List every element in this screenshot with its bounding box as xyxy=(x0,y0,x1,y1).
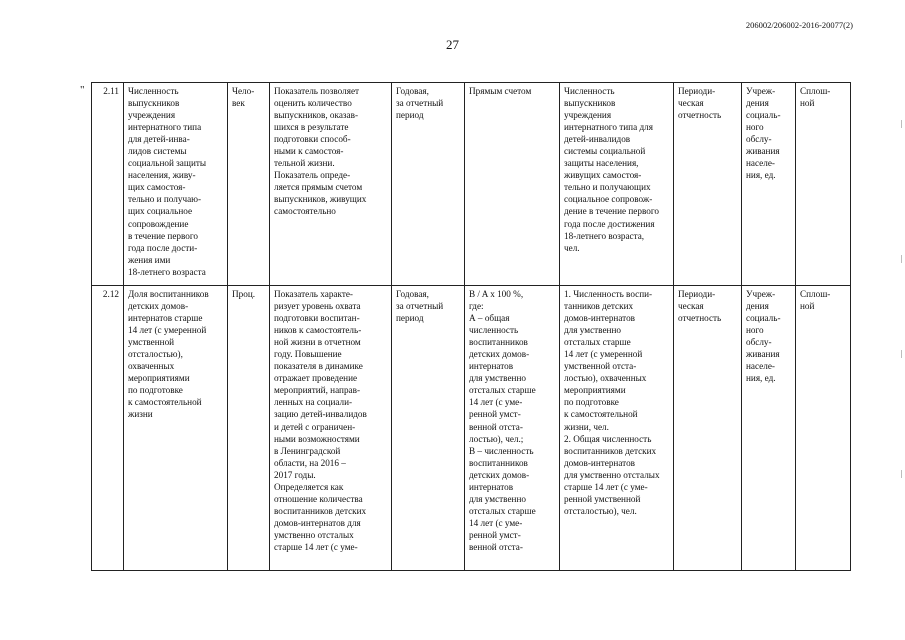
cell-text-line: живания xyxy=(746,146,780,157)
unit-cell xyxy=(228,286,270,571)
coverage-cell xyxy=(796,83,851,286)
cell-text-line: мероприятиями xyxy=(128,373,190,384)
basic-indicators-cell xyxy=(560,83,674,286)
cell-text-line: А – общая xyxy=(469,313,510,324)
cell-text-line: лостью), чел.; xyxy=(469,433,524,444)
row-number: 2.11 xyxy=(92,83,124,286)
cell-text-line: мероприятиями xyxy=(564,385,626,396)
cell-text-line: Периоди- xyxy=(678,86,716,96)
cell-text-line: в течение первого xyxy=(128,230,198,241)
cell-text-line: ного xyxy=(746,325,764,336)
cell-text-line: обслу- xyxy=(746,134,772,145)
cell-text-line: ния, ед. xyxy=(746,170,776,181)
cell-text-line: тельной жизни. xyxy=(274,158,335,169)
cell-text-line: тельно и получаю- xyxy=(128,194,202,205)
cell-text-line: отчетность xyxy=(678,110,722,121)
cell-text-line: защиты населения, xyxy=(564,158,639,169)
cell-text-line: щих социальное xyxy=(128,206,193,217)
observation-unit-cell xyxy=(742,83,796,286)
cell-text-line: для умственно xyxy=(564,325,621,336)
cell-text-line: выпускников xyxy=(128,98,180,109)
cell-text-line: населе- xyxy=(746,361,775,372)
cell-text-line: детских домов- xyxy=(469,349,530,360)
cell-text-line: B / A x 100 %, xyxy=(469,289,524,299)
cell-text-line: обслу- xyxy=(746,337,772,348)
cell-text-line: В – численность xyxy=(469,445,534,456)
cell-text-line: домов-интернатов для xyxy=(274,517,361,528)
cell-text-line: Годовая, xyxy=(396,289,429,299)
cell-text-line: ляется прямым счетом xyxy=(274,182,363,193)
cell-text-line: ной xyxy=(800,98,815,109)
cell-text-line: домов-интернатов xyxy=(564,313,636,324)
cell-text-line: детских домов- xyxy=(469,469,530,480)
cell-text-line: для умственно xyxy=(469,373,526,384)
cell-text-line: живания xyxy=(746,349,780,360)
cell-text-line: умственной отста- xyxy=(564,361,637,372)
cell-text-line: для умственно отсталых xyxy=(564,469,660,480)
cell-text-line: к самостоятельной xyxy=(564,409,638,420)
cell-text-line: 18-летнего возраста, xyxy=(564,230,645,241)
cell-text-line: социальной защиты xyxy=(128,158,207,169)
cell-text-line: 1. Численность воспи- xyxy=(564,289,653,299)
cell-text-line: дения xyxy=(746,301,769,312)
cell-text-line: подготовки воспитан- xyxy=(274,313,360,324)
scan-edge-mark xyxy=(901,120,902,128)
cell-text-line: Показатель характе- xyxy=(274,289,353,299)
method-cell xyxy=(465,83,560,286)
cell-text-line: Сплош- xyxy=(800,86,831,96)
cell-text-line: отсталых старше xyxy=(469,505,536,516)
cell-text-line: мероприятий, направ- xyxy=(274,385,361,396)
cell-text-line: по подготовке xyxy=(128,385,183,396)
cell-text-line: 14 лет (с уме- xyxy=(469,397,523,408)
cell-text-line: Прямым счетом xyxy=(469,86,532,96)
cell-text-line: ленных на социали- xyxy=(274,397,353,408)
scan-edge-mark xyxy=(901,350,902,358)
cell-text-line: лидов системы xyxy=(128,146,187,157)
cell-text-line: интернатов xyxy=(469,361,514,372)
cell-text-line: Чело- xyxy=(232,86,255,96)
page-number: 27 xyxy=(446,37,459,52)
cell-text-line: ческая xyxy=(678,301,704,312)
cell-text-line: системы социальной xyxy=(564,146,646,157)
cell-text-line: учреждения xyxy=(564,110,612,121)
cell-text-line: по подготовке xyxy=(564,397,619,408)
unit-cell xyxy=(228,83,270,286)
cell-text-line: для умственно xyxy=(469,493,526,504)
indicator-name xyxy=(124,83,228,286)
cell-text-line: отсталостью), xyxy=(128,349,183,360)
cell-text-line: ников к самостоятель- xyxy=(274,325,362,336)
cell-text-line: лостью), охваченных xyxy=(564,373,647,384)
cell-text-line: Определяется как xyxy=(274,481,344,492)
cell-text-line: умственной xyxy=(128,337,175,348)
cell-text-line: выпускников, оказав- xyxy=(274,110,359,121)
cell-text-line: Учреж- xyxy=(746,86,776,96)
indicator-name xyxy=(124,286,228,571)
cell-text-line: за отчетный xyxy=(396,98,444,109)
cell-text-line: выпускников, живущих xyxy=(274,194,367,205)
cell-text-line: ренной умственной xyxy=(564,493,641,504)
cell-text-line: дение в течение первого xyxy=(564,206,659,217)
cell-text-line: ной жизни в отчетном xyxy=(274,337,361,348)
cell-text-line: отражает проведение xyxy=(274,373,358,384)
cell-text-line: ческая xyxy=(678,98,704,109)
cell-text-line: подготовки способ- xyxy=(274,134,351,145)
cell-text-line: живущих самостоя- xyxy=(564,170,642,181)
table-row xyxy=(92,83,851,286)
quote-mark: " xyxy=(80,84,85,96)
cell-text-line: жизни, чел. xyxy=(564,421,609,432)
cell-text-line: чел. xyxy=(564,242,580,253)
cell-text-line: населения, живу- xyxy=(128,170,196,181)
cell-text-line: населе- xyxy=(746,158,775,169)
cell-text-line: численность xyxy=(469,325,519,336)
indicators-table xyxy=(91,82,851,571)
method-cell xyxy=(465,286,560,571)
cell-text-line: 14 лет (с уме- xyxy=(469,517,523,528)
cell-text-line: отсталостью), чел. xyxy=(564,505,637,516)
cell-text-line: где: xyxy=(469,301,484,312)
period-cell xyxy=(392,286,465,571)
cell-text-line: оценить количество xyxy=(274,98,352,109)
cell-text-line: танников детских xyxy=(564,301,634,312)
cell-text-line: детей-инвалидов xyxy=(564,134,631,145)
cell-text-line: Показатель позволяет xyxy=(274,86,360,96)
cell-text-line: охваченных xyxy=(128,361,175,372)
frequency-cell xyxy=(674,83,742,286)
cell-text-line: и детей с ограничен- xyxy=(274,421,356,432)
cell-text-line: Доля воспитанников xyxy=(128,289,209,299)
table-row xyxy=(92,286,851,571)
cell-text-line: Учреж- xyxy=(746,289,776,299)
cell-text-line: ризует уровень охвата xyxy=(274,301,361,312)
cell-text-line: период xyxy=(396,313,424,324)
cell-text-line: венной отста- xyxy=(469,541,523,552)
cell-text-line: ния, ед. xyxy=(746,373,776,384)
cell-text-line: Численность xyxy=(564,86,615,96)
cell-text-line: ренной умст- xyxy=(469,529,521,540)
scan-edge-mark xyxy=(901,255,902,263)
cell-text-line: учреждения xyxy=(128,110,176,121)
cell-text-line: Годовая, xyxy=(396,86,429,96)
cell-text-line: к самостоятельной xyxy=(128,397,202,408)
cell-text-line: Проц. xyxy=(232,289,256,299)
cell-text-line: ной xyxy=(800,301,815,312)
cell-text-line: году. Повышение xyxy=(274,349,342,360)
cell-text-line: ными возможностями xyxy=(274,433,360,444)
cell-text-line: зацию детей-инвалидов xyxy=(274,409,367,420)
cell-text-line: жения ими xyxy=(128,254,171,265)
cell-text-line: воспитанников детских xyxy=(564,445,657,456)
cell-text-line: умственно отсталых xyxy=(274,529,354,540)
cell-text-line: Периоди- xyxy=(678,289,716,299)
description-cell xyxy=(270,83,392,286)
cell-text-line: для детей-инва- xyxy=(128,134,190,145)
cell-text-line: показателя в динамике xyxy=(274,361,363,372)
cell-text-line: жизни xyxy=(128,409,153,420)
cell-text-line: отчетность xyxy=(678,313,722,324)
cell-text-line: 14 лет (с умеренной xyxy=(564,349,643,360)
cell-text-line: года после достижения xyxy=(564,218,655,229)
cell-text-line: Показатель опреде- xyxy=(274,170,351,181)
cell-text-line: социальное сопровож- xyxy=(564,194,653,205)
scan-edge-mark xyxy=(901,470,902,478)
cell-text-line: интернатного типа для xyxy=(564,122,653,133)
cell-text-line: Сплош- xyxy=(800,289,831,299)
cell-text-line: интернатного типа xyxy=(128,122,202,133)
cell-text-line: отношение количества xyxy=(274,493,363,504)
cell-text-line: социаль- xyxy=(746,313,781,324)
cell-text-line: года после дости- xyxy=(128,242,198,253)
cell-text-line: воспитанников xyxy=(469,457,528,468)
cell-text-line: ными к самостоя- xyxy=(274,146,344,157)
coverage-cell xyxy=(796,286,851,571)
cell-text-line: за отчетный xyxy=(396,301,444,312)
cell-text-line: старше 14 лет (с уме- xyxy=(564,481,648,492)
cell-text-line: 2. Общая численность xyxy=(564,433,652,444)
cell-text-line: интернатов xyxy=(469,481,514,492)
description-cell xyxy=(270,286,392,571)
cell-text-line: домов-интернатов xyxy=(564,457,636,468)
cell-text-line: венной отста- xyxy=(469,421,523,432)
cell-text-line: самостоятельно xyxy=(274,206,336,217)
cell-text-line: ного xyxy=(746,122,764,133)
row-number: 2.12 xyxy=(92,286,124,571)
observation-unit-cell xyxy=(742,286,796,571)
cell-text-line: щих самостоя- xyxy=(128,182,186,193)
cell-text-line: интернатов старше xyxy=(128,313,203,324)
cell-text-line: 14 лет (с умеренной xyxy=(128,325,207,336)
cell-text-line: 2017 годы. xyxy=(274,469,316,480)
cell-text-line: сопровождение xyxy=(128,218,189,229)
cell-text-line: век xyxy=(232,98,245,109)
cell-text-line: отсталых старше xyxy=(564,337,631,348)
cell-text-line: воспитанников xyxy=(469,337,528,348)
cell-text-line: тельно и получающих xyxy=(564,182,651,193)
cell-text-line: дения xyxy=(746,98,769,109)
cell-text-line: шихся в результате xyxy=(274,122,349,133)
frequency-cell xyxy=(674,286,742,571)
period-cell xyxy=(392,83,465,286)
cell-text-line: ренной умст- xyxy=(469,409,521,420)
cell-text-line: Численность xyxy=(128,86,179,96)
cell-text-line: области, на 2016 – xyxy=(274,457,346,468)
cell-text-line: в Ленинградской xyxy=(274,445,341,456)
basic-indicators-cell xyxy=(560,286,674,571)
cell-text-line: детских домов- xyxy=(128,301,189,312)
cell-text-line: старше 14 лет (с уме- xyxy=(274,541,358,552)
document-id: 206002/206002-2016-20077(2) xyxy=(745,20,853,30)
cell-text-line: социаль- xyxy=(746,110,781,121)
cell-text-line: отсталых старше xyxy=(469,385,536,396)
cell-text-line: выпускников xyxy=(564,98,616,109)
cell-text-line: период xyxy=(396,110,424,121)
cell-text-line: воспитанников детских xyxy=(274,505,367,516)
cell-text-line: 18-летнего возраста xyxy=(128,266,206,277)
